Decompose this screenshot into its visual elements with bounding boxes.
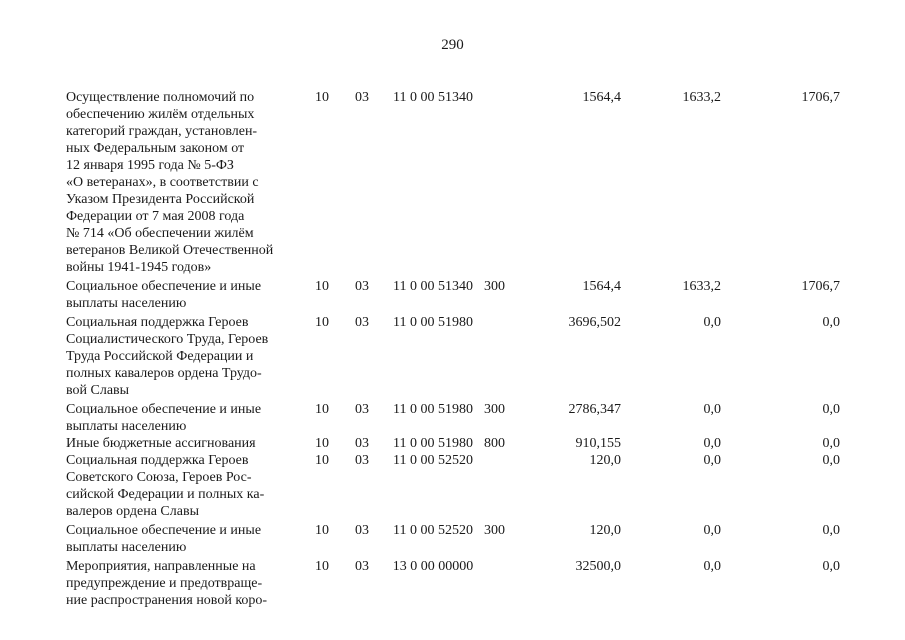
target-article-code: 11 0 00 52520 xyxy=(393,453,473,468)
amount-year-1: 910,155 xyxy=(575,436,621,451)
row-name-line: войны 1941-1945 годов» xyxy=(66,260,212,275)
section-code: 10 xyxy=(315,90,329,105)
amount-year-1: 120,0 xyxy=(589,523,621,538)
row-name-line: сийской Федерации и полных ка- xyxy=(66,487,265,502)
row-name-line: выплаты населению xyxy=(66,540,187,555)
row-name-line: Осуществление полномочий по xyxy=(66,90,255,105)
amount-year-3: 1706,7 xyxy=(801,90,840,105)
amount-year-2: 0,0 xyxy=(703,559,721,574)
row-name-line: ных Федеральным законом от xyxy=(66,141,245,156)
amount-year-2: 0,0 xyxy=(703,402,721,417)
target-article-code: 13 0 00 00000 xyxy=(392,559,474,574)
row-name-line: «О ветеранах», в соответствии с xyxy=(66,175,259,190)
row-name-line: Мероприятия, направленные на xyxy=(66,559,256,574)
amount-year-3: 0,0 xyxy=(822,453,840,468)
row-name-line: Социальная поддержка Героев xyxy=(66,453,249,468)
row-name-line: Социальная поддержка Героев xyxy=(66,315,249,330)
table-row xyxy=(66,520,840,556)
row-name-line: полных кавалеров ордена Трудо- xyxy=(66,366,262,381)
expense-type-code: 800 xyxy=(484,436,505,451)
row-name xyxy=(66,276,296,312)
section-code: 10 xyxy=(315,279,329,294)
row-name-line: Федерации от 7 мая 2008 года xyxy=(66,209,245,224)
subsection-code: 03 xyxy=(355,315,369,330)
row-name xyxy=(66,556,296,609)
table-row xyxy=(66,89,840,276)
amount-year-2: 0,0 xyxy=(703,436,721,451)
row-name-line: обеспечению жилём отдельных xyxy=(66,107,255,122)
section-code: 10 xyxy=(315,453,329,468)
section-code: 10 xyxy=(315,315,329,330)
expense-type-code: 300 xyxy=(484,279,505,294)
subsection-code: 03 xyxy=(355,90,369,105)
amount-year-2: 0,0 xyxy=(703,453,721,468)
row-name xyxy=(66,312,296,399)
row-name-line: Советского Союза, Героев Рос- xyxy=(66,470,252,485)
row-name-line: предупреждение и предотвраще- xyxy=(66,576,263,591)
subsection-code: 03 xyxy=(355,279,369,294)
amount-year-2: 0,0 xyxy=(703,523,721,538)
row-name-line: вой Славы xyxy=(66,383,130,398)
subsection-code: 03 xyxy=(355,453,369,468)
section-code: 10 xyxy=(315,523,329,538)
target-article-code: 11 0 00 52520 xyxy=(393,523,473,538)
subsection-code: 03 xyxy=(355,523,369,538)
amount-year-2: 1633,2 xyxy=(682,279,721,294)
amount-year-3: 0,0 xyxy=(822,559,840,574)
row-name-line: ние распространения новой коро- xyxy=(66,593,268,608)
row-name xyxy=(66,452,296,520)
row-name xyxy=(66,399,296,435)
target-article-code: 11 0 00 51980 xyxy=(393,315,473,330)
table-row xyxy=(66,452,840,520)
target-article-code: 11 0 00 51340 xyxy=(393,90,473,105)
row-name xyxy=(66,89,296,276)
row-name-line: Труда Российской Федерации и xyxy=(66,349,254,364)
amount-year-2: 1633,2 xyxy=(682,90,721,105)
expense-type-code xyxy=(484,452,524,520)
subsection-code: 03 xyxy=(355,559,369,574)
row-name-line: валеров ордена Славы xyxy=(66,504,199,519)
row-name xyxy=(66,520,296,556)
section-code: 10 xyxy=(315,436,329,451)
section-code: 10 xyxy=(315,402,329,417)
table-row xyxy=(66,312,840,399)
expense-type-code: 300 xyxy=(484,402,505,417)
amount-year-1: 120,0 xyxy=(589,453,621,468)
table-row xyxy=(66,556,840,609)
table-row xyxy=(66,276,840,312)
amount-year-1: 1564,4 xyxy=(582,90,621,105)
row-name-line: Социальное обеспечение и иные xyxy=(66,523,262,538)
expense-type-code xyxy=(484,312,524,399)
expense-type-code xyxy=(484,556,524,609)
page-number: 290 xyxy=(441,37,464,53)
subsection-code: 03 xyxy=(355,436,369,451)
amount-year-3: 0,0 xyxy=(822,402,840,417)
target-article-code: 11 0 00 51980 xyxy=(393,402,473,417)
section-code: 10 xyxy=(315,559,329,574)
amount-year-1: 32500,0 xyxy=(575,559,621,574)
subsection-code: 03 xyxy=(355,402,369,417)
budget-table xyxy=(66,89,840,609)
table-row xyxy=(66,399,840,435)
row-name-line: Иные бюджетные ассигнования xyxy=(66,436,256,451)
table-row xyxy=(66,435,840,452)
row-name-line: № 714 «Об обеспечении жилём xyxy=(66,226,254,241)
row-name-line: Указом Президента Российской xyxy=(66,192,255,207)
row-name-line: ветеранов Великой Отечественной xyxy=(66,243,274,258)
table-body xyxy=(66,89,840,609)
amount-year-1: 2786,347 xyxy=(568,402,621,417)
amount-year-1: 1564,4 xyxy=(582,279,621,294)
amount-year-3: 1706,7 xyxy=(801,279,840,294)
target-article-code: 11 0 00 51340 xyxy=(393,279,473,294)
row-name-line: Социалистического Труда, Героев xyxy=(66,332,269,347)
row-name-line: выплаты населению xyxy=(66,296,187,311)
amount-year-3: 0,0 xyxy=(822,315,840,330)
amount-year-3: 0,0 xyxy=(822,523,840,538)
row-name-line: категорий граждан, установлен- xyxy=(66,124,258,139)
row-name xyxy=(66,435,296,452)
row-name-line: Социальное обеспечение и иные xyxy=(66,279,262,294)
target-article-code: 11 0 00 51980 xyxy=(393,436,473,451)
amount-year-1: 3696,502 xyxy=(568,315,621,330)
row-name-line: 12 января 1995 года № 5-ФЗ xyxy=(66,158,234,173)
expense-type-code xyxy=(484,89,524,276)
expense-type-code: 300 xyxy=(484,523,505,538)
row-name-line: Социальное обеспечение и иные xyxy=(66,402,262,417)
amount-year-3: 0,0 xyxy=(822,436,840,451)
amount-year-2: 0,0 xyxy=(703,315,721,330)
row-name-line: выплаты населению xyxy=(66,419,187,434)
